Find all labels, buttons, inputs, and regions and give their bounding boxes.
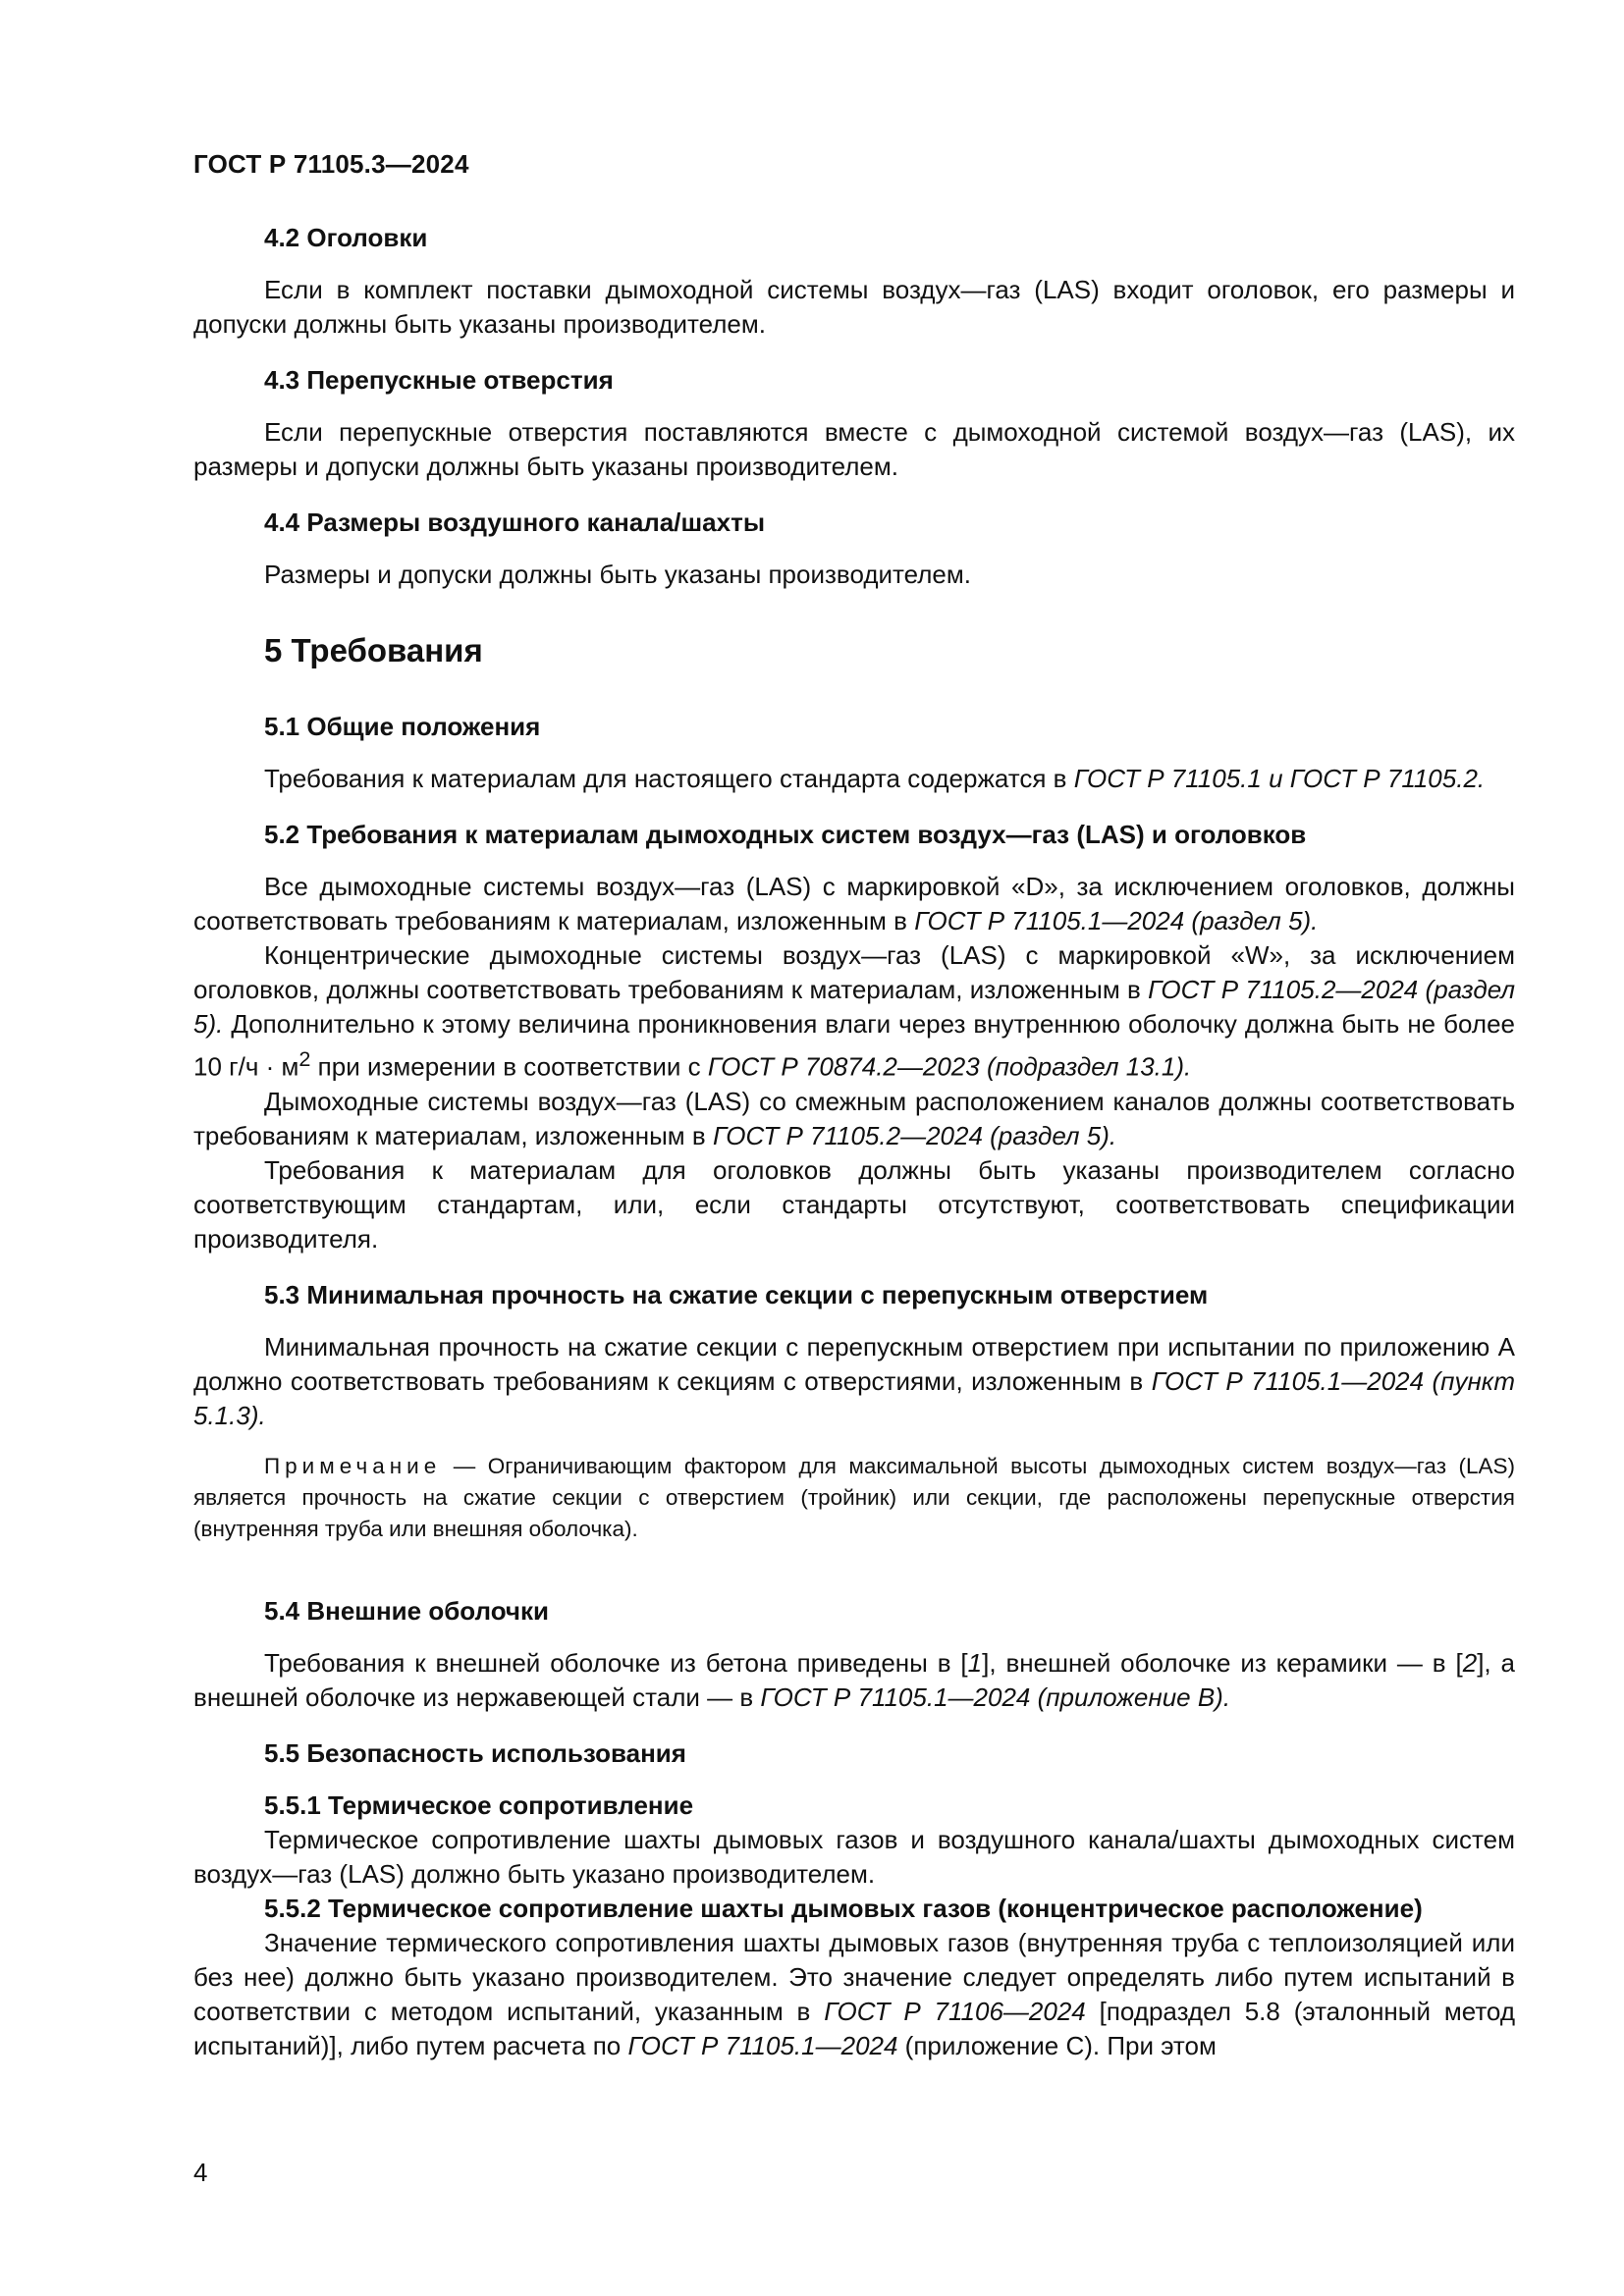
- heading-4-3: 4.3 Перепускные отверстия: [264, 365, 614, 395]
- heading-4-2: 4.2 Оголовки: [264, 223, 428, 252]
- bibliography-ref: 2: [1462, 1647, 1478, 1678]
- paragraph-5-2-3: Дымоходные системы воздух—газ (LAS) со смежным расположением каналов должны соответствовать требованиям к материалам, изложенным в ГОСТ Р 71105.2—2024 (раздел 5).: [193, 1086, 1515, 1150]
- page-number: 4: [193, 2158, 208, 2187]
- bibliography-ref: 1: [967, 1647, 983, 1678]
- heading-4-4: 4.4 Размеры воздушного канала/шахты: [264, 507, 766, 537]
- heading-5-4: 5.4 Внешние оболочки: [264, 1595, 550, 1626]
- reference-gost: ГОСТ Р 71105.1—2024: [627, 2030, 898, 2060]
- paragraph-5-4: Требования к внешней оболочке из бетона приведены в [1], внешней оболочке из керамики — в [2], а внешней оболочке из нержавеющей стали — в ГОСТ Р 71105.1—2024 (приложение В).: [193, 1647, 1515, 1712]
- paragraph-5-5-1: Термическое сопротивление шахты дымовых газов и воздушного канала/шахты дымоходных систем воздух—газ (LAS) должно быть указано производителем.: [193, 1824, 1515, 1889]
- reference-gost: ГОСТ Р 71105.1—2024 (пункт 5.1.3).: [193, 1365, 1515, 1430]
- heading-5-2: 5.2 Требования к материалам дымоходных систем воздух—газ (LAS) и оголовков: [264, 820, 1307, 849]
- paragraph-5-5-2: Значение термического сопротивления шахты дымовых газов (внутренняя труба с теплоизоляцией или без нее) должно быть указано производителем. Это значение следует определять либо путем испытаний в соответствии с методом испытаний, указанным в ГОСТ Р 71106—2024 [подраздел 5.8 (эталонный метод испытаний)], либо путем расчета по ГОСТ Р 71105.1—2024 (приложение С). При этом: [193, 1927, 1515, 2060]
- paragraph-4-2: Если в комплект поставки дымоходной системы воздух—газ (LAS) входит оголовок, его размеры и допуски должны быть указаны производителем.: [193, 275, 1515, 339]
- document-body: [193, 221, 1515, 2063]
- reference-gost: ГОСТ Р 71105.1 и ГОСТ Р 71105.2.: [1073, 764, 1486, 793]
- heading-5-5-1: 5.5.1 Термическое сопротивление: [264, 1789, 694, 1820]
- paragraph-5-1: Требования к материалам для настоящего стандарта содержатся в ГОСТ Р 71105.1 и ГОСТ Р 71105.2.: [264, 764, 1486, 793]
- heading-5-5: 5.5 Безопасность использования: [264, 1737, 686, 1768]
- note-label: Примечание: [264, 1453, 442, 1478]
- document-code: ГОСТ Р 71105.3—2024: [193, 149, 469, 179]
- reference-gost: ГОСТ Р 71106—2024: [824, 1996, 1086, 2026]
- paragraph-4-3: Если перепускные отверстия поставляются вместе с дымоходной системой воздух—газ (LAS), их размеры и допуски должны быть указаны производителем.: [193, 417, 1515, 481]
- paragraph-4-4: Размеры и допуски должны быть указаны производителем.: [264, 560, 971, 589]
- paragraph-5-2-2: Концентрические дымоходные системы воздух—газ (LAS) с маркировкой «W», за исключением оголовков, должны соответствовать требованиям к материалам, изложенным в ГОСТ Р 71105.2—2024 (раздел 5). Дополнительно к этому величина проникновения влаги через внутреннюю оболочку должна быть не более 10 $г/ч \cdot м^2$ при измерении в соответствии с ГОСТ Р 70874.2—2023 (подраздел 13.1).: [193, 940, 1515, 1082]
- reference-gost: ГОСТ Р 71105.1—2024 (раздел 5).: [914, 906, 1319, 935]
- heading-5: 5 Требования: [264, 632, 483, 668]
- note-5-3: Примечание — Ограничивающим фактором для максимальной высоты дымоходных систем воздух—газ (LAS) является прочность на сжатие секции с отверстием (тройник) или секции, где расположены перепускные отверстия (внутренняя труба или внешняя оболочка).: [193, 1453, 1515, 1541]
- paragraph-5-2-1: Все дымоходные системы воздух—газ (LAS) с маркировкой «D», за исключением оголовков, должны соответствовать требованиям к материалам, изложенным в ГОСТ Р 71105.1—2024 (раздел 5).: [193, 872, 1515, 935]
- reference-gost: ГОСТ Р 71105.2—2024 (раздел 5).: [193, 975, 1515, 1039]
- heading-5-3: 5.3 Минимальная прочность на сжатие секции с перепускным отверстием: [264, 1279, 1209, 1309]
- reference-gost: ГОСТ Р 70874.2—2023 (подраздел 13.1).: [707, 1051, 1192, 1082]
- reference-gost: ГОСТ Р 71105.1—2024 (приложение В).: [760, 1682, 1231, 1712]
- reference-gost: ГОСТ Р 71105.2—2024 (раздел 5).: [712, 1120, 1117, 1150]
- heading-5-1: 5.1 Общие положения: [264, 712, 541, 741]
- paragraph-5-3: Минимальная прочность на сжатие секции с перепускным отверстием при испытании по приложению А должно соответствовать требованиям к секциям с отверстиями, изложенным в ГОСТ Р 71105.1—2024 (пункт 5.1.3).: [193, 1331, 1515, 1430]
- heading-5-5-2: 5.5.2 Термическое сопротивление шахты дымовых газов (концентрическое расположение): [264, 1893, 1423, 1923]
- paragraph-5-2-4: Требования к материалам для оголовков должны быть указаны производителем согласно соответствующим стандартам, или, если стандарты отсутствуют, соответствовать спецификации производителя.: [193, 1154, 1515, 1254]
